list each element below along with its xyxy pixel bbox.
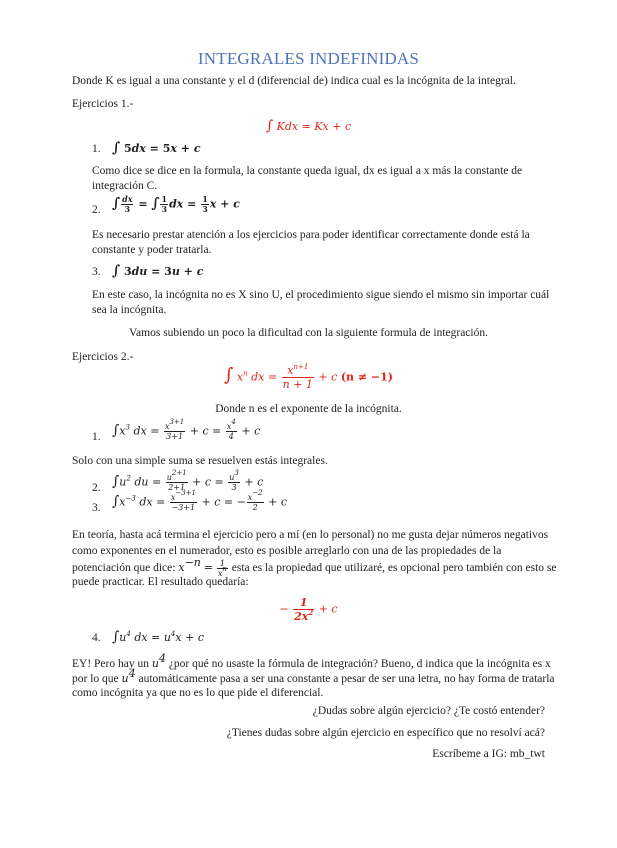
transition-sentence: Vamos subiendo un poco la dificultad con la siguiente formula de integración. xyxy=(129,327,488,339)
exercise-1-1-equation: ∫ 5dx = 5x + c xyxy=(112,140,201,156)
exercise-1-3-equation: ∫ 3du = 3u + c xyxy=(112,263,204,279)
exercises-2-heading: Ejercicios 2.- xyxy=(72,351,134,363)
page-title: INTEGRALES INDEFINIDAS xyxy=(197,49,420,68)
exercise-2-3-comment-line3: potenciación que dice: $x^{-n}$ = $\frac{1}{x^n}$ esta es la propiedad que utilizaré, es opcional pero también con esto se xyxy=(72,556,557,578)
exercise-1-3-number: 3. xyxy=(92,266,101,278)
intro-paragraph: Donde K es igual a una constante y el d (diferencial de) indica cual es la incógnita de la integral. xyxy=(72,75,516,87)
exercise-2-1-comment: Solo con una simple suma se resuelven estás integrales. xyxy=(72,455,328,467)
exercise-1-1-number: 1. xyxy=(92,143,101,155)
exercise-1-3-comment-line2: sea la incógnita. xyxy=(92,304,167,316)
exercise-2-3-equation: $\int x^{-3}$ dx = $\frac{x^{-3+1}}{-3+1}$ + c = − $\frac{x^{-2}}{2}$ + c xyxy=(112,489,288,512)
closing-line3: como incógnita ya que no es lo que pide el diferencial. xyxy=(72,687,324,699)
exercise-2-3-result: − $\frac{1}{2x^2}$ + c xyxy=(279,596,338,623)
exercise-2-1-equation: $\int x^3$ dx = $\frac{x^{3+1}}{3+1}$ + c = $\frac{x^4}{4}$ + c xyxy=(112,418,261,441)
closing-line2: por lo que $u^4$ automáticamente pasa a ser una constante a pesar de ser una letra, no hay forma de tratarla xyxy=(72,667,555,685)
exercise-2-2-equation: $\int u^2$ du = $\frac{u^{2+1}}{2+1}$ + c = $\frac{u^3}{3}$ + c xyxy=(112,469,264,492)
closing-line1: EY! Pero hay un $u^4$ ¿por qué no usaste la fórmula de integración? Bueno, d indica que la incógnita es x xyxy=(72,652,551,670)
exercise-2-3-comment-line2: como exponentes en el numerador, esto es posible arreglarlo con una de las propiedades de la xyxy=(72,545,502,557)
exercises-1-heading: Ejercicios 1.- xyxy=(72,98,134,110)
exercise-1-2-comment-line2: constante y poder tratarla. xyxy=(92,244,212,256)
questions-line2: ¿Tienes dudas sobre algún ejercicio en específico que no resolví acá? xyxy=(226,727,545,739)
questions-line1: ¿Dudas sobre algún ejercicio? ¿Te costó entender? xyxy=(312,705,545,717)
exercise-1-2-comment-line1: Es necesario prestar atención a los ejercicios para poder identificar correctamente donde está la xyxy=(92,229,530,241)
exercise-2-4-equation: $\int u^4$ dx = $u^4x + c$ xyxy=(112,629,204,645)
exercise-1-2-equation: ∫ $\frac{dx}{3}$ = ∫ $\frac{1}{3}$ dx = $\frac{1}{3}$ x + c xyxy=(112,194,240,214)
contact-instagram: Escríbeme a IG: mb_twt xyxy=(432,748,545,760)
integration-rule-constant: ∫ Kdx = Kx + c xyxy=(265,118,352,134)
integration-rule-power: ∫ $x^n$ dx = $\frac{x^{n+1}}{n + 1}$ + c (n ≠ −1) xyxy=(224,363,393,391)
exercise-2-3-number: 3. xyxy=(92,502,101,514)
exercise-2-3-comment-line1: En teoría, hasta acá termina el ejercicio pero a mí (en lo personal) no me gusta dejar números negativos xyxy=(72,529,549,541)
exercise-2-1-number: 1. xyxy=(92,431,101,443)
exercise-2-3-comment-line4: puede practicar. El resultado quedaría: xyxy=(72,576,249,588)
exercise-1-1-comment-line2: integración C. xyxy=(92,180,158,192)
exercise-2-2-number: 2. xyxy=(92,482,101,494)
exercise-2-4-number: 4. xyxy=(92,632,101,644)
exercise-1-2-number: 2. xyxy=(92,204,101,216)
exercise-1-1-comment-line1: Como dice se dice en la formula, la constante queda igual, dx es igual a x más la constante de xyxy=(92,165,523,177)
power-rule-note: Donde n es el exponente de la incógnita. xyxy=(215,403,402,415)
exercise-1-3-comment-line1: En este caso, la incógnita no es X sino U, el procedimiento sigue siendo el mismo sin importar cuál xyxy=(92,289,550,301)
